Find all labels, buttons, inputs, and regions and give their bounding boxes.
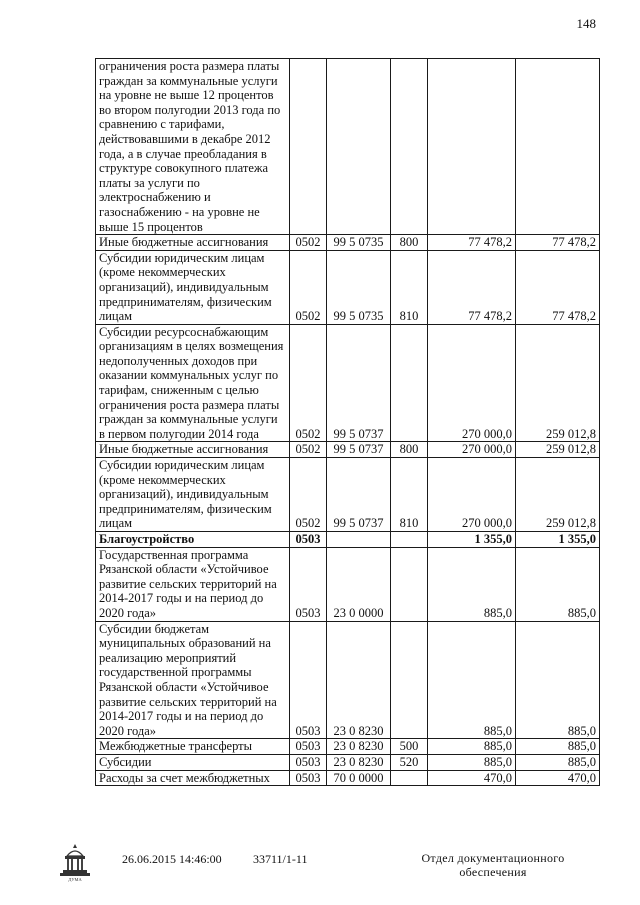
footer-department-stamp bbox=[418, 851, 568, 879]
csr-code-cell: 99 5 0735 bbox=[327, 235, 391, 251]
amount-approved-cell: 1 355,0 bbox=[428, 532, 516, 548]
section-code-cell: 0502 bbox=[290, 442, 327, 458]
amount-executed-cell: 259 012,8 bbox=[516, 458, 600, 532]
table-row bbox=[96, 250, 600, 324]
vr-code-cell bbox=[391, 532, 428, 548]
table-row bbox=[96, 324, 600, 442]
csr-code-cell: 23 0 8230 bbox=[327, 739, 391, 755]
amount-approved-cell: 885,0 bbox=[428, 547, 516, 621]
amount-executed-cell: 77 478,2 bbox=[516, 250, 600, 324]
table-row bbox=[96, 754, 600, 770]
section-code-cell: 0503 bbox=[290, 547, 327, 621]
amount-executed-cell: 259 012,8 bbox=[516, 442, 600, 458]
row-name-cell: ограничения роста размера платы граждан за коммунальные услуги на уровне не выше 12 процентов во втором полугодии 2013 года по сравнению с тарифами, действовавшими в декабре 2012 года, а в случае преобладания в структуре совокупного платежа платы за услуги по электроснабжению и газоснабжению - на уровне не выше 15 процентов bbox=[96, 59, 290, 235]
row-name-cell: Субсидии юридическим лицам (кроме некоммерческих организаций), индивидуальным предпринимателям, физическим лицам bbox=[96, 458, 290, 532]
table-row bbox=[96, 739, 600, 755]
csr-code-cell: 23 0 8230 bbox=[327, 621, 391, 739]
amount-approved-cell: 885,0 bbox=[428, 739, 516, 755]
row-name-cell: Государственная программа Рязанской области «Устойчивое развитие сельских территорий на 2014-2017 годы и на период до 2020 года» bbox=[96, 547, 290, 621]
section-code-cell: 0502 bbox=[290, 324, 327, 442]
table-row bbox=[96, 59, 600, 235]
row-name-cell: Субсидии бюджетам муниципальных образований на реализацию мероприятий государственной программы Рязанской области «Устойчивое развитие сельских территорий на 2014-2017 годы и на период до 2020 года» bbox=[96, 621, 290, 739]
vr-code-cell bbox=[391, 621, 428, 739]
table-row bbox=[96, 621, 600, 739]
section-code-cell bbox=[290, 59, 327, 235]
duma-emblem-icon bbox=[58, 842, 92, 882]
csr-code-cell bbox=[327, 59, 391, 235]
table-row bbox=[96, 458, 600, 532]
section-code-cell: 0502 bbox=[290, 458, 327, 532]
amount-approved-cell: 77 478,2 bbox=[428, 250, 516, 324]
csr-code-cell: 23 0 0000 bbox=[327, 547, 391, 621]
amount-executed-cell: 885,0 bbox=[516, 754, 600, 770]
amount-approved-cell bbox=[428, 59, 516, 235]
row-name-cell: Субсидии ресурсоснабжающим организациям в целях возмещения недополученных доходов при оказании коммунальных услуг по тарифам, сниженным с целью ограничения роста размера платы граждан за коммунальные услуги в первом полугодии 2014 года bbox=[96, 324, 290, 442]
row-name-cell: Иные бюджетные ассигнования bbox=[96, 235, 290, 251]
table-row bbox=[96, 235, 600, 251]
section-code-cell: 0502 bbox=[290, 235, 327, 251]
csr-code-cell bbox=[327, 532, 391, 548]
section-code-cell: 0503 bbox=[290, 532, 327, 548]
vr-code-cell: 800 bbox=[391, 235, 428, 251]
csr-code-cell: 99 5 0737 bbox=[327, 442, 391, 458]
vr-code-cell: 520 bbox=[391, 754, 428, 770]
section-code-cell: 0503 bbox=[290, 739, 327, 755]
vr-code-cell: 500 bbox=[391, 739, 428, 755]
vr-code-cell bbox=[391, 324, 428, 442]
row-name-cell: Иные бюджетные ассигнования bbox=[96, 442, 290, 458]
vr-code-cell: 810 bbox=[391, 250, 428, 324]
table-row bbox=[96, 442, 600, 458]
section-code-cell: 0502 bbox=[290, 250, 327, 324]
amount-executed-cell: 470,0 bbox=[516, 770, 600, 786]
section-code-cell: 0503 bbox=[290, 770, 327, 786]
amount-approved-cell: 470,0 bbox=[428, 770, 516, 786]
table-row bbox=[96, 770, 600, 786]
vr-code-cell bbox=[391, 59, 428, 235]
row-name-cell: Межбюджетные трансферты bbox=[96, 739, 290, 755]
row-name-cell: Благоустройство bbox=[96, 532, 290, 548]
vr-code-cell bbox=[391, 770, 428, 786]
amount-executed-cell: 885,0 bbox=[516, 739, 600, 755]
footer-department-line2: обеспечения bbox=[459, 865, 527, 879]
csr-code-cell: 99 5 0737 bbox=[327, 324, 391, 442]
footer-datetime: 26.06.2015 14:46:00 bbox=[122, 852, 222, 866]
section-code-cell: 0503 bbox=[290, 621, 327, 739]
amount-approved-cell: 885,0 bbox=[428, 621, 516, 739]
csr-code-cell: 23 0 8230 bbox=[327, 754, 391, 770]
row-name-cell: Расходы за счет межбюджетных bbox=[96, 770, 290, 786]
csr-code-cell: 99 5 0735 bbox=[327, 250, 391, 324]
amount-approved-cell: 77 478,2 bbox=[428, 235, 516, 251]
row-name-cell: Субсидии bbox=[96, 754, 290, 770]
vr-code-cell: 810 bbox=[391, 458, 428, 532]
amount-executed-cell: 77 478,2 bbox=[516, 235, 600, 251]
csr-code-cell: 70 0 0000 bbox=[327, 770, 391, 786]
page-number: 148 bbox=[576, 16, 596, 31]
footer-department-line1: Отдел документационного bbox=[421, 851, 565, 865]
row-name-cell: Субсидии юридическим лицам (кроме некоммерческих организаций), индивидуальным предпринимателям, физическим лицам bbox=[96, 250, 290, 324]
table-row bbox=[96, 532, 600, 548]
footer-doc-code: 33711/1-11 bbox=[253, 852, 308, 866]
amount-executed-cell: 1 355,0 bbox=[516, 532, 600, 548]
svg-text:ДУМА: ДУМА bbox=[68, 877, 82, 882]
vr-code-cell: 800 bbox=[391, 442, 428, 458]
amount-approved-cell: 270 000,0 bbox=[428, 324, 516, 442]
amount-executed-cell bbox=[516, 59, 600, 235]
section-code-cell: 0503 bbox=[290, 754, 327, 770]
budget-table bbox=[95, 58, 600, 786]
csr-code-cell: 99 5 0737 bbox=[327, 458, 391, 532]
amount-executed-cell: 885,0 bbox=[516, 547, 600, 621]
budget-table-body bbox=[96, 59, 600, 786]
table-row bbox=[96, 547, 600, 621]
amount-executed-cell: 885,0 bbox=[516, 621, 600, 739]
amount-executed-cell: 259 012,8 bbox=[516, 324, 600, 442]
vr-code-cell bbox=[391, 547, 428, 621]
amount-approved-cell: 270 000,0 bbox=[428, 458, 516, 532]
amount-approved-cell: 885,0 bbox=[428, 754, 516, 770]
amount-approved-cell: 270 000,0 bbox=[428, 442, 516, 458]
